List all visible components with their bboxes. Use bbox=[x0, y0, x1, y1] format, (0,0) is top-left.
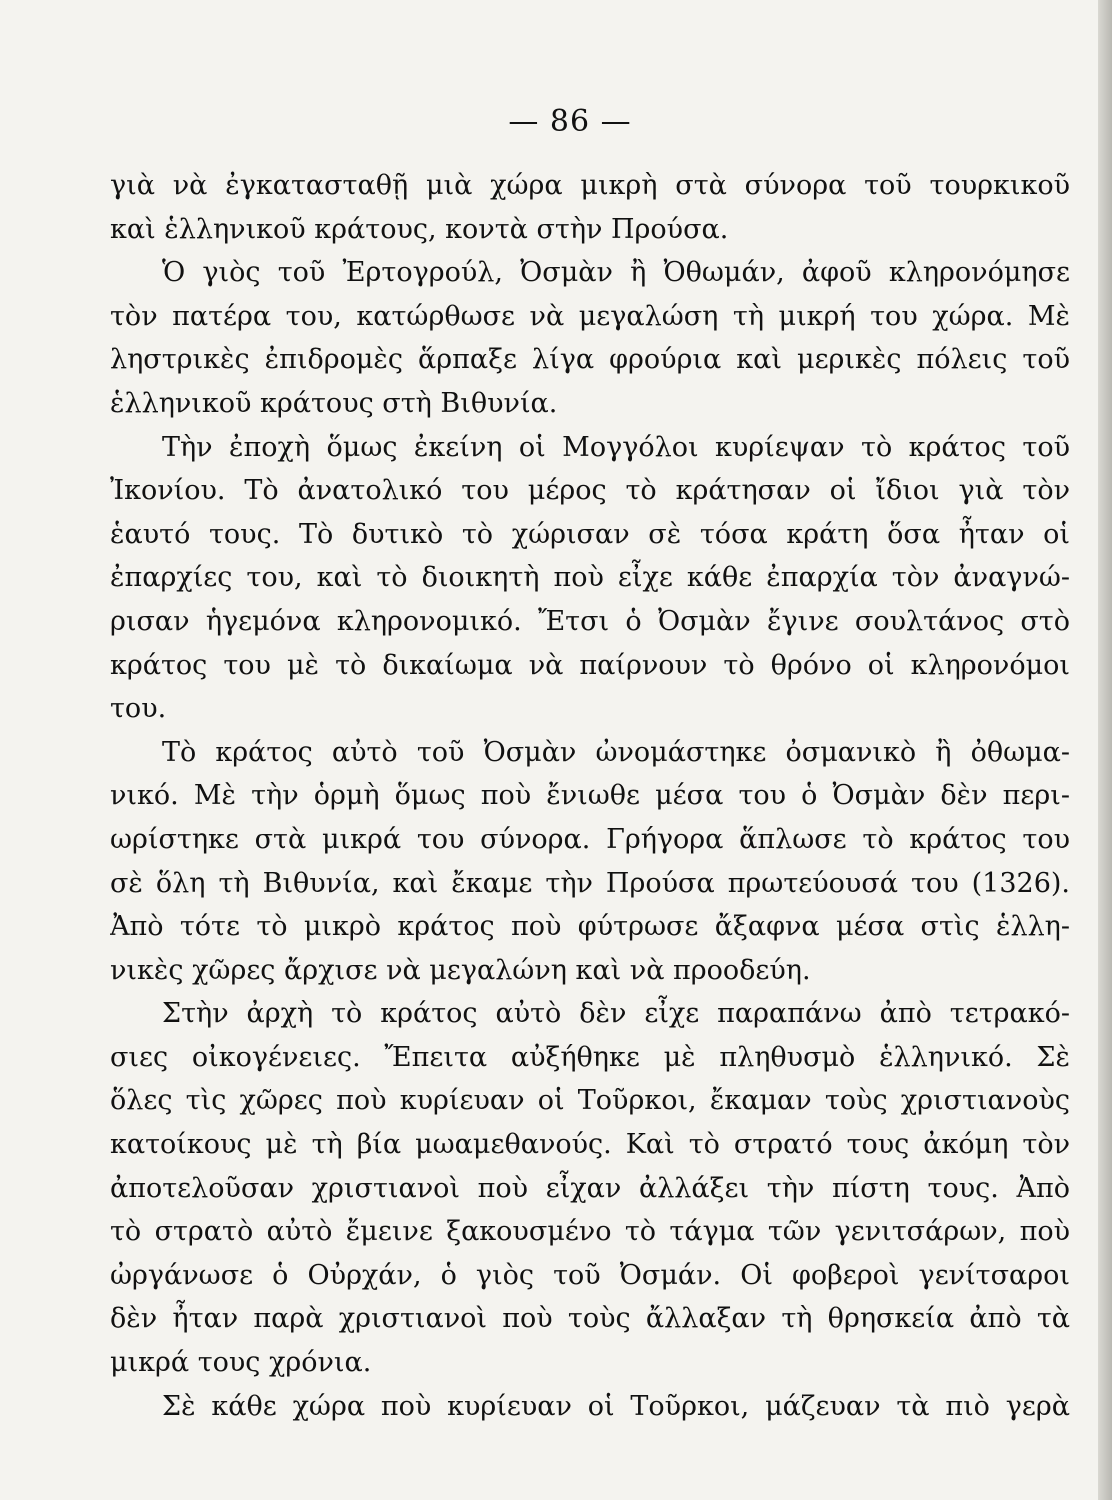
text-line: Ἰκονίου. Τὸ ἀνατολικό του μέρος τὸ κράτησαν οἱ ἴδιοι γιὰ τὸν bbox=[110, 475, 1070, 507]
text-line: ληστρικὲς ἐπιδρομὲς ἅρπαξε λίγα φρούρια καὶ μερικὲς πόλεις τοῦ bbox=[110, 344, 1070, 376]
text-line: γιὰ νὰ ἐγκατασταθῇ μιὰ χώρα μικρὴ στὰ σύνορα τοῦ τουρκικοῦ bbox=[110, 170, 1070, 201]
text-line: Σὲ κάθε χώρα ποὺ κυρίευαν οἱ Τοῦρκοι, μάζευαν τὰ πιὸ γερὰ bbox=[162, 1390, 1070, 1422]
text-line: κατοίκους μὲ τὴ βία μωαμεθανούς. Καὶ τὸ στρατό τους ἀκόμη τὸν bbox=[110, 1129, 1070, 1161]
scan-edge bbox=[1098, 0, 1112, 1500]
text-line: ρισαν ἡγεμόνα κληρονομικό. Ἔτσι ὁ Ὀσμὰν ἔγινε σουλτάνος στὸ bbox=[110, 605, 1070, 637]
text-line: ωρίστηκε στὰ μικρά του σύνορα. Γρήγορα ἅπλωσε τὸ κράτος του bbox=[110, 823, 1070, 855]
text-line: ἑλληνικοῦ κράτους στὴ Βιθυνία. bbox=[110, 387, 558, 419]
text-line: δὲν ἦταν παρὰ χριστιανοὶ ποὺ τοὺς ἄλλαξαν τὴ θρησκεία ἀπὸ τὰ bbox=[110, 1303, 1070, 1335]
text-line: Ὁ γιὸς τοῦ Ἐρτογρούλ, Ὀσμὰν ἢ Ὀθωμάν, ἀφοῦ κληρονόμησε bbox=[162, 257, 1070, 289]
text-line: του. bbox=[110, 693, 167, 725]
text-line: ἑαυτό τους. Τὸ δυτικὸ τὸ χώρισαν σὲ τόσα κράτη ὅσα ἦταν οἱ bbox=[110, 518, 1070, 550]
text-line: νικὲς χῶρες ἄρχισε νὰ μεγαλώνη καὶ νὰ προοδεύη. bbox=[110, 954, 811, 986]
text-line: τὸν πατέρα του, κατώρθωσε νὰ μεγαλώση τὴ μικρή του χώρα. Μὲ bbox=[110, 300, 1070, 332]
text-line: ὠργάνωσε ὁ Οὐρχάν, ὁ γιὸς τοῦ Ὀσμάν. Οἱ φοβεροὶ γενίτσαροι bbox=[110, 1259, 1070, 1291]
text-line: ὅλες τὶς χῶρες ποὺ κυρίευαν οἱ Τοῦρκοι, ἔκαμαν τοὺς χριστιανοὺς bbox=[110, 1085, 1070, 1117]
text-line: σιες οἰκογένειες. Ἔπειτα αὐξήθηκε μὲ πληθυσμὸ ἑλληνικό. Σὲ bbox=[110, 1041, 1070, 1073]
text-line: Τὴν ἐποχὴ ὅμως ἐκείνη οἱ Μογγόλοι κυρίεψαν τὸ κράτος τοῦ bbox=[162, 431, 1070, 463]
text-line: Ἀπὸ τότε τὸ μικρὸ κράτος ποὺ φύτρωσε ἄξαφνα μέσα στὶς ἑλλη- bbox=[110, 911, 1070, 943]
text-line: Στὴν ἀρχὴ τὸ κράτος αὐτὸ δὲν εἶχε παραπάνω ἀπὸ τετρακό- bbox=[162, 998, 1070, 1030]
text-line: κράτος του μὲ τὸ δικαίωμα νὰ παίρνουν τὸ θρόνο οἱ κληρονόμοι bbox=[110, 649, 1070, 681]
text-line: νικό. Μὲ τὴν ὁρμὴ ὅμως ποὺ ἔνιωθε μέσα του ὁ Ὀσμὰν δὲν περι- bbox=[110, 780, 1070, 812]
text-line: τὸ στρατὸ αὐτὸ ἔμεινε ξακουσμένο τὸ τάγμα τῶν γενιτσάρων, ποὺ bbox=[110, 1216, 1070, 1248]
text-line: σὲ ὅλη τὴ Βιθυνία, καὶ ἔκαμε τὴν Προύσα πρωτεύουσά του (1326). bbox=[110, 867, 1070, 899]
text-line: μικρά τους χρόνια. bbox=[110, 1347, 372, 1379]
text-line: ἀποτελοῦσαν χριστιανοὶ ποὺ εἶχαν ἀλλάξει τὴν πίστη τους. Ἀπὸ bbox=[110, 1172, 1070, 1204]
text-line: Τὸ κράτος αὐτὸ τοῦ Ὀσμὰν ὠνομάστηκε ὀσμανικὸ ἢ ὀθωμα- bbox=[162, 736, 1070, 768]
body-text bbox=[110, 164, 1070, 1428]
text-line: καὶ ἑλληνικοῦ κράτους, κοντὰ στὴν Προύσα. bbox=[110, 213, 729, 245]
page-number: — 86 — bbox=[508, 104, 632, 139]
text-line: ἐπαρχίες του, καὶ τὸ διοικητὴ ποὺ εἶχε κάθε ἐπαρχία τὸν ἀναγνώ- bbox=[110, 562, 1070, 594]
